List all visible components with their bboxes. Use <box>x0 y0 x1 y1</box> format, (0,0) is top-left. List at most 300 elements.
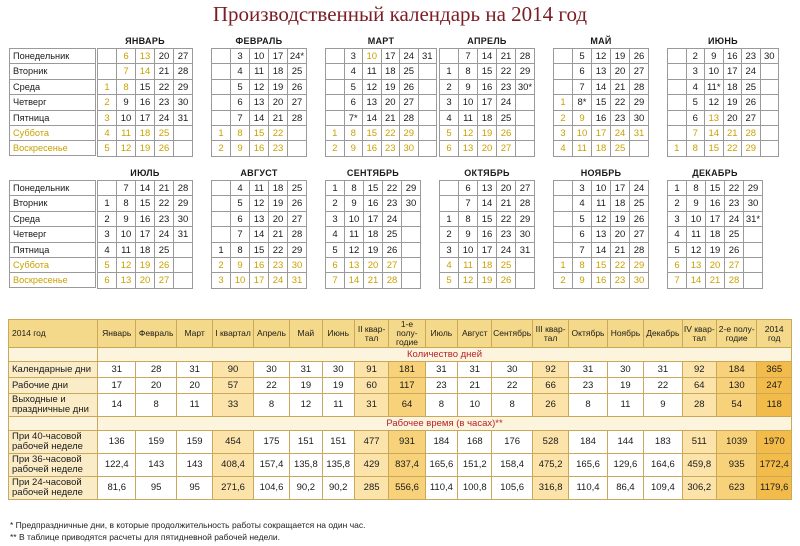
table-cell: 92 <box>532 362 568 378</box>
day-cell: 8 <box>345 181 364 196</box>
day-cell: 21 <box>497 49 516 64</box>
table-cell: 271,6 <box>213 477 253 500</box>
day-cell: 24 <box>155 227 174 242</box>
day-cell: 18 <box>706 227 725 242</box>
table-cell: 8 <box>136 394 176 417</box>
day-cell <box>98 181 117 196</box>
row-label: При 36-часовой рабочей неделе <box>9 454 98 477</box>
day-cell: 13 <box>363 95 382 110</box>
day-cell: 21 <box>364 273 383 288</box>
table-cell: 31 <box>644 362 682 378</box>
day-cell: 14 <box>136 181 155 196</box>
day-cell: 12 <box>459 273 478 288</box>
day-cell: 2 <box>98 212 117 227</box>
day-cell: 22 <box>269 126 288 141</box>
day-name: Среда <box>9 211 96 226</box>
table-cell: 11 <box>607 394 643 417</box>
day-cell <box>326 64 345 79</box>
day-cell: 9 <box>459 227 478 242</box>
day-cell: 6 <box>326 258 345 273</box>
day-cell: 10 <box>459 95 478 110</box>
day-cell: 29 <box>288 243 307 258</box>
day-cell <box>744 273 763 288</box>
day-cell: 28 <box>742 126 761 141</box>
day-cell: 25 <box>611 141 630 156</box>
day-cell <box>440 181 459 196</box>
day-cell: 30* <box>516 80 535 95</box>
table-cell: 143 <box>176 454 212 477</box>
day-cell: 20 <box>155 49 174 64</box>
day-cell: 7 <box>573 243 592 258</box>
day-cell: 19 <box>269 80 288 95</box>
table-cell: 90,2 <box>322 477 354 500</box>
table-cell: 184 <box>569 431 607 454</box>
table-cell: 117 <box>389 378 425 394</box>
day-cell: 15 <box>363 126 382 141</box>
table-cell: 110,4 <box>569 477 607 500</box>
summary-header: Ноябрь <box>607 320 643 348</box>
day-cell: 28 <box>630 80 649 95</box>
table-cell: 151 <box>322 431 354 454</box>
day-cell: 5 <box>573 212 592 227</box>
day-cell: 23 <box>383 196 402 211</box>
day-names-column <box>9 180 96 288</box>
table-cell: 31 <box>425 362 457 378</box>
day-cell: 22 <box>497 212 516 227</box>
day-cell: 15 <box>706 181 725 196</box>
day-cell: 22 <box>155 80 174 95</box>
day-cell: 8 <box>687 181 706 196</box>
day-cell: 23 <box>497 80 516 95</box>
table-cell: 316,8 <box>532 477 568 500</box>
day-cell: 21 <box>724 126 743 141</box>
table-cell: 9 <box>644 394 682 417</box>
day-cell: 12 <box>250 196 269 211</box>
day-cell: 16 <box>724 49 743 64</box>
day-name: Понедельник <box>9 48 96 63</box>
day-cell: 18 <box>611 196 630 211</box>
day-cell: 23 <box>155 95 174 110</box>
table-cell: 14 <box>98 394 136 417</box>
day-cell: 9 <box>117 95 136 110</box>
day-cell: 22 <box>382 126 401 141</box>
day-cell: 12 <box>117 258 136 273</box>
day-cell: 24 <box>742 64 761 79</box>
day-cell <box>212 111 231 126</box>
day-cell <box>212 95 231 110</box>
day-cell <box>326 80 345 95</box>
day-cell: 7 <box>326 273 345 288</box>
day-cell: 5 <box>440 126 459 141</box>
day-cell: 7 <box>459 196 478 211</box>
table-cell: 20 <box>176 378 212 394</box>
table-cell: 31 <box>354 394 388 417</box>
day-cell <box>554 49 573 64</box>
day-cell: 9 <box>573 111 592 126</box>
day-cell: 31* <box>744 212 763 227</box>
day-cell: 16 <box>136 95 155 110</box>
table-cell: 183 <box>644 431 682 454</box>
table-cell: 285 <box>354 477 388 500</box>
day-cell <box>288 126 307 141</box>
day-cell: 24 <box>725 212 744 227</box>
day-cell: 17 <box>269 49 288 64</box>
day-cell: 3 <box>345 49 364 64</box>
day-cell <box>212 196 231 211</box>
day-cell: 16 <box>250 141 269 156</box>
table-row <box>9 378 792 394</box>
day-cell <box>419 64 438 79</box>
day-cell: 12 <box>250 80 269 95</box>
day-cell: 5 <box>668 243 687 258</box>
month-6 <box>667 35 779 157</box>
day-cell: 22 <box>497 64 516 79</box>
day-cell: 26 <box>155 258 174 273</box>
day-cell: 17 <box>136 227 155 242</box>
day-cell: 27 <box>400 95 419 110</box>
month-11 <box>553 167 649 289</box>
day-cell: 21 <box>497 196 516 211</box>
day-cell <box>761 111 780 126</box>
day-cell: 31 <box>174 227 193 242</box>
day-cell <box>516 111 535 126</box>
day-cell: 5 <box>98 258 117 273</box>
day-cell: 26 <box>383 243 402 258</box>
day-cell: 12 <box>363 80 382 95</box>
day-cell: 19 <box>136 141 155 156</box>
day-cell: 1 <box>326 126 345 141</box>
day-cell: 26 <box>742 95 761 110</box>
day-cell: 31 <box>174 111 193 126</box>
day-cell: 30 <box>174 95 193 110</box>
day-cell: 6 <box>459 181 478 196</box>
day-cell <box>174 126 193 141</box>
day-cell: 1 <box>440 64 459 79</box>
day-cell <box>402 227 421 242</box>
day-cell: 25 <box>742 80 761 95</box>
day-name: Четверг <box>9 94 96 109</box>
month-name: АПРЕЛЬ <box>467 36 507 46</box>
table-row <box>9 394 792 417</box>
day-cell: 23 <box>725 196 744 211</box>
day-cell <box>402 273 421 288</box>
table-cell: 459,8 <box>682 454 716 477</box>
summary-header: Октябрь <box>569 320 607 348</box>
day-cell: 3 <box>98 111 117 126</box>
day-cell: 23 <box>155 212 174 227</box>
day-cell: 22 <box>611 258 630 273</box>
table-cell: 1179,6 <box>757 477 792 500</box>
day-cell: 16 <box>364 196 383 211</box>
day-cell: 7 <box>573 80 592 95</box>
day-cell: 18 <box>136 126 155 141</box>
day-cell: 1 <box>212 243 231 258</box>
day-cell <box>554 181 573 196</box>
day-cell: 24 <box>630 181 649 196</box>
day-cell: 29 <box>516 64 535 79</box>
table-cell: 28 <box>136 362 176 378</box>
table-cell: 130 <box>716 378 756 394</box>
day-cell: 27 <box>742 111 761 126</box>
table-cell: 22 <box>644 378 682 394</box>
table-cell: 176 <box>492 431 532 454</box>
day-cell: 1 <box>440 212 459 227</box>
table-cell: 122,4 <box>98 454 136 477</box>
day-cell: 1 <box>668 181 687 196</box>
day-cell: 15 <box>478 64 497 79</box>
day-cell: 9 <box>705 49 724 64</box>
day-cell: 2 <box>668 196 687 211</box>
day-cell: 10 <box>573 126 592 141</box>
day-cell: 31 <box>630 126 649 141</box>
day-cell: 22 <box>725 181 744 196</box>
day-cell: 11 <box>363 64 382 79</box>
day-cell: 24 <box>155 111 174 126</box>
day-cell: 3 <box>212 273 231 288</box>
day-cell: 11 <box>459 111 478 126</box>
day-cell: 13 <box>250 95 269 110</box>
day-cell: 13 <box>592 227 611 242</box>
day-cell <box>174 273 193 288</box>
row-label: При 40-часовой рабочей неделе <box>9 431 98 454</box>
day-cell: 5 <box>440 273 459 288</box>
day-cell: 3 <box>573 181 592 196</box>
summary-header: Февраль <box>136 320 176 348</box>
table-cell: 168 <box>458 431 492 454</box>
table-cell: 129,6 <box>607 454 643 477</box>
table-cell: 151,2 <box>458 454 492 477</box>
day-cell <box>761 95 780 110</box>
table-row <box>9 431 792 454</box>
day-cell <box>516 141 535 156</box>
day-cell <box>668 80 687 95</box>
day-cell: 20 <box>136 273 155 288</box>
day-cell: 26 <box>725 243 744 258</box>
day-cell: 27 <box>630 227 649 242</box>
day-cell: 30 <box>400 141 419 156</box>
day-cell: 23 <box>269 141 288 156</box>
table-cell: 17 <box>98 378 136 394</box>
day-cell: 8 <box>231 126 250 141</box>
table-cell: 30 <box>322 362 354 378</box>
day-cell: 9 <box>687 196 706 211</box>
day-cell <box>402 243 421 258</box>
table-cell: 66 <box>532 378 568 394</box>
day-cell: 28 <box>630 243 649 258</box>
day-cell <box>326 49 345 64</box>
day-cell: 11 <box>250 64 269 79</box>
day-cell: 13 <box>345 258 364 273</box>
day-cell: 5 <box>345 80 364 95</box>
day-cell: 28 <box>725 273 744 288</box>
table-cell: 1039 <box>716 431 756 454</box>
table-cell: 8 <box>569 394 607 417</box>
day-cell: 20 <box>611 64 630 79</box>
day-cell: 12 <box>459 126 478 141</box>
table-cell: 365 <box>757 362 792 378</box>
day-cell: 26 <box>288 196 307 211</box>
day-cell: 15 <box>136 196 155 211</box>
day-cell: 18 <box>269 181 288 196</box>
day-cell: 17 <box>364 212 383 227</box>
day-cell: 24 <box>269 273 288 288</box>
day-cell: 2 <box>554 111 573 126</box>
summary-header: Декабрь <box>644 320 682 348</box>
day-cell: 11* <box>705 80 724 95</box>
day-name: Суббота <box>9 125 96 140</box>
day-cell: 12 <box>592 212 611 227</box>
day-cell: 30 <box>761 49 780 64</box>
day-cell <box>668 64 687 79</box>
day-cell: 6 <box>345 95 364 110</box>
day-cell: 2 <box>440 227 459 242</box>
day-cell: 25 <box>630 196 649 211</box>
day-cell <box>744 227 763 242</box>
day-cell: 3 <box>440 95 459 110</box>
day-cell: 6 <box>231 95 250 110</box>
table-cell: 164,6 <box>644 454 682 477</box>
day-cell: 4 <box>98 243 117 258</box>
day-cell: 17 <box>724 64 743 79</box>
day-cell: 23 <box>382 141 401 156</box>
day-cell: 24 <box>400 49 419 64</box>
day-cell: 11 <box>459 258 478 273</box>
day-cell: 27 <box>630 64 649 79</box>
summary-header: Сентябрь <box>492 320 532 348</box>
day-cell: 7 <box>117 181 136 196</box>
day-cell: 1 <box>212 126 231 141</box>
day-cell: 25 <box>383 227 402 242</box>
day-cell <box>761 64 780 79</box>
day-cell: 29 <box>516 212 535 227</box>
day-cell: 7 <box>687 126 706 141</box>
table-cell: 11 <box>322 394 354 417</box>
day-cell <box>212 64 231 79</box>
day-cell: 14 <box>687 273 706 288</box>
day-cell: 15 <box>705 141 724 156</box>
day-cell: 1 <box>668 141 687 156</box>
day-cell: 21 <box>155 181 174 196</box>
day-cell: 21 <box>269 111 288 126</box>
day-cell: 25 <box>155 126 174 141</box>
month-7 <box>97 167 193 289</box>
table-cell: 31 <box>176 362 212 378</box>
day-cell: 9 <box>345 141 364 156</box>
day-cell: 16 <box>136 212 155 227</box>
footnote-2: ** В таблице приводятся расчеты для пятидневной рабочей недели. <box>10 532 281 542</box>
day-cell: 11 <box>345 227 364 242</box>
day-cell <box>419 80 438 95</box>
table-cell: 30 <box>607 362 643 378</box>
table-cell: 159 <box>176 431 212 454</box>
day-cell: 24 <box>611 126 630 141</box>
table-cell: 165,6 <box>569 454 607 477</box>
day-cell: 29 <box>630 258 649 273</box>
day-cell: 18 <box>724 80 743 95</box>
table-cell: 931 <box>389 431 425 454</box>
day-cell: 21 <box>269 227 288 242</box>
day-cell: 10 <box>687 212 706 227</box>
day-cell: 12 <box>345 243 364 258</box>
day-cell: 20 <box>497 181 516 196</box>
day-cell: 11 <box>117 126 136 141</box>
day-cell: 10 <box>117 227 136 242</box>
summary-header: Май <box>290 320 322 348</box>
day-cell: 5 <box>98 141 117 156</box>
table-cell: 144 <box>607 431 643 454</box>
day-cell: 2 <box>440 80 459 95</box>
table-cell: 95 <box>136 477 176 500</box>
table-cell: 54 <box>716 394 756 417</box>
day-cell <box>419 126 438 141</box>
day-cell: 8 <box>459 64 478 79</box>
day-cell <box>554 227 573 242</box>
day-cell <box>516 95 535 110</box>
row-label: Рабочие дни <box>9 378 98 394</box>
day-cell <box>761 141 780 156</box>
day-cell: 19 <box>269 196 288 211</box>
day-cell: 17 <box>706 212 725 227</box>
day-cell: 13 <box>459 141 478 156</box>
section-title: Рабочее время (в часах)** <box>98 417 792 431</box>
day-cell: 13 <box>478 181 497 196</box>
day-cell: 4 <box>554 141 573 156</box>
day-cell: 28 <box>174 181 193 196</box>
day-cell: 5 <box>687 95 706 110</box>
footnote-1: * Предпраздничные дни, в которые продолжительность работы сокращается на один час. <box>10 520 366 530</box>
day-cell: 18 <box>364 227 383 242</box>
day-cell: 9 <box>231 258 250 273</box>
table-cell: 623 <box>716 477 756 500</box>
day-cell: 10 <box>363 49 382 64</box>
day-cell: 19 <box>478 126 497 141</box>
day-cell <box>174 141 193 156</box>
day-cell: 29 <box>744 181 763 196</box>
day-cell: 14 <box>136 64 155 79</box>
section-blank <box>9 417 98 431</box>
month-2 <box>211 35 307 157</box>
day-cell: 15 <box>592 95 611 110</box>
day-cell: 2 <box>326 196 345 211</box>
day-cell: 3 <box>326 212 345 227</box>
day-cell: 4 <box>231 64 250 79</box>
day-cell: 28 <box>516 196 535 211</box>
table-cell: 408,4 <box>213 454 253 477</box>
day-name: Суббота <box>9 257 96 272</box>
day-cell: 20 <box>724 111 743 126</box>
table-cell: 90 <box>213 362 253 378</box>
day-cell: 30 <box>630 273 649 288</box>
month-1 <box>97 35 193 157</box>
day-cell: 7 <box>459 49 478 64</box>
day-cell: 28 <box>288 227 307 242</box>
table-cell: 184 <box>425 431 457 454</box>
table-cell: 8 <box>425 394 457 417</box>
day-cell: 18 <box>269 64 288 79</box>
day-names-column <box>9 48 96 156</box>
row-label: Выходные и праздничные дни <box>9 394 98 417</box>
table-cell: 454 <box>213 431 253 454</box>
table-cell: 143 <box>136 454 176 477</box>
day-cell: 19 <box>611 212 630 227</box>
day-cell: 4 <box>440 258 459 273</box>
summary-header: III квар-тал <box>532 320 568 348</box>
summary-header: 1-е полу-годие <box>389 320 425 348</box>
day-cell: 25 <box>725 227 744 242</box>
day-cell: 12 <box>117 141 136 156</box>
day-cell: 8 <box>459 212 478 227</box>
day-cell: 12 <box>705 95 724 110</box>
